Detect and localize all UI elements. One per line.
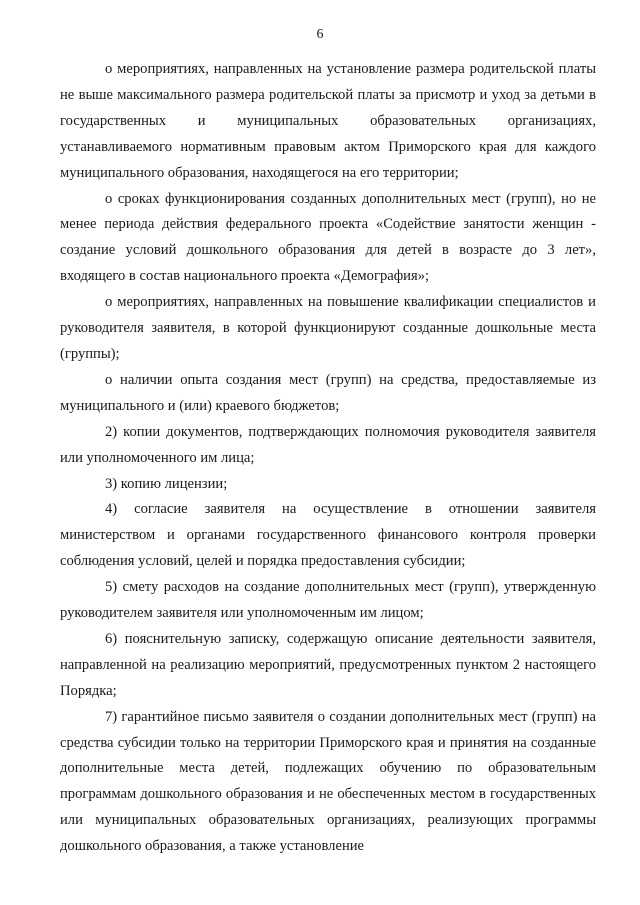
paragraph-item-7: 7) гарантийное письмо заявителя о создании дополнительных мест (групп) на средства субсидии только на территории Приморского края и принятия на созданные дополнительные места детей, подлежащих обучению по образовательным программам дошкольного образования и не обеспеченных местом в государственных или муниципальных образовательных организациях, реализующих программы дошкольного образования, а также установление — [60, 708, 596, 855]
paragraph-qualification: о мероприятиях, направленных на повышение квалификации специалистов и руководителя заявителя, в которой функционируют созданные дошкольные места (группы); — [60, 294, 596, 362]
paragraph-parent-fee: о мероприятиях, направленных на установление размера родительской платы не выше максимального размера родительской платы за присмотр и уход за детьми в государственных и муниципальных образовательных организациях, устанавливаемого нормативным правовым актом Приморского края для каждого муниципального образования, находящегося на его территории; — [60, 61, 596, 181]
paragraph-operation-period: о сроках функционирования созданных дополнительных мест (групп), но не менее периода действия федерального проекта «Содействие занятости женщин - создание условий дошкольного образования для детей в возрасте до 3 лет», входящего в состав национального проекта «Демография»; — [60, 190, 596, 285]
paragraph-item-5: 5) смету расходов на создание дополнительных мест (групп), утвержденную руководителем заявителя или уполномоченным им лицом; — [60, 579, 596, 622]
paragraph-item-4: 4) согласие заявителя на осуществление в отношении заявителя министерством и органами государственного финансового контроля проверки соблюдения условий, целей и порядка предоставления субсидии; — [60, 501, 596, 570]
paragraph-item-6: 6) пояснительную записку, содержащую описание деятельности заявителя, направленной на реализацию мероприятий, предусмотренных пунктом 2 настоящего Порядка; — [60, 630, 596, 699]
paragraph-item-3: 3) копию лицензии; — [105, 475, 228, 492]
paragraph-experience: о наличии опыта создания мест (групп) на средства, предоставляемые из муниципального и (или) краевого бюджетов; — [60, 371, 596, 414]
page-number: 6 — [316, 27, 324, 42]
paragraph-item-2: 2) копии документов, подтверждающих полномочия руководителя заявителя или уполномоченного им лица; — [60, 423, 596, 466]
document-body — [60, 57, 596, 860]
